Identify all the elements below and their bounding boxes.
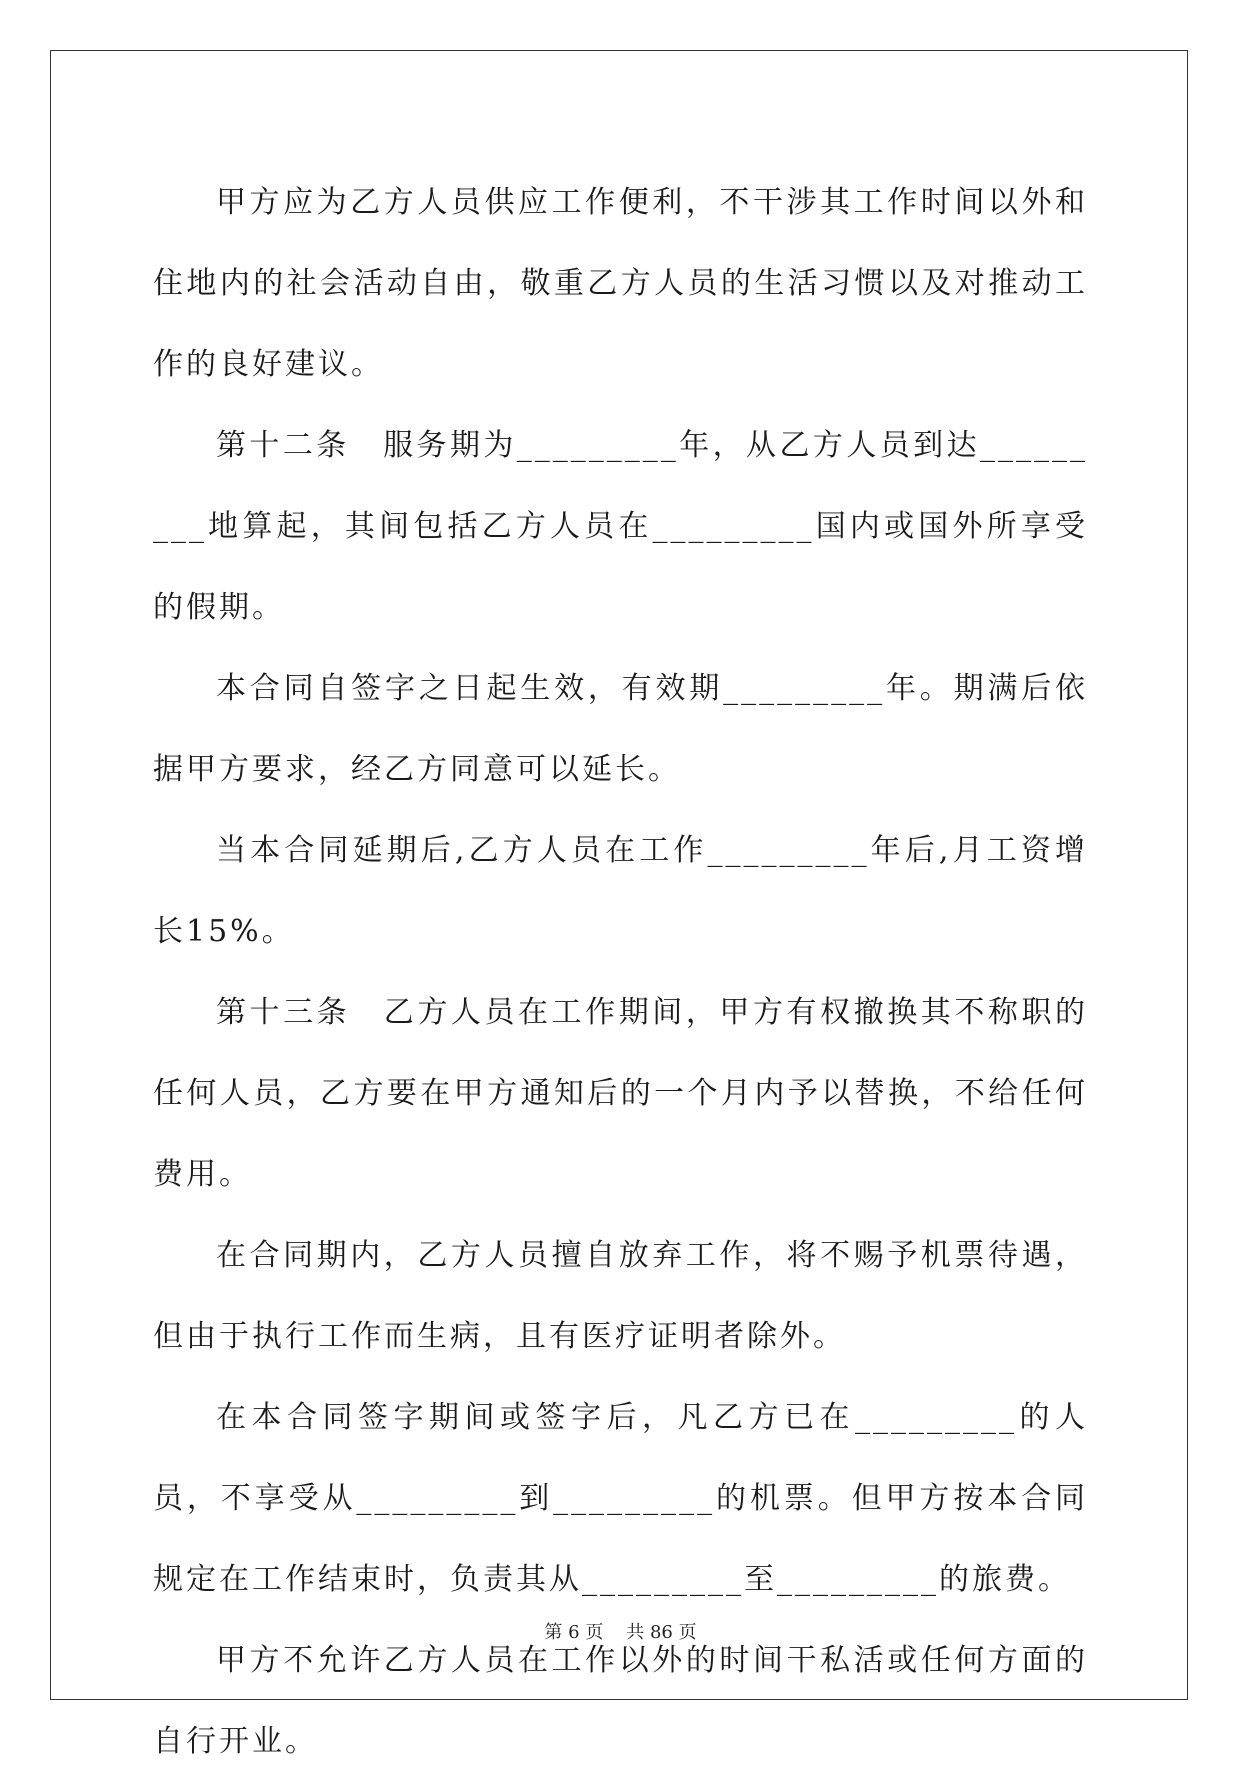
paragraph: 第十三条 乙方人员在工作期间，甲方有权撤换其不称职的任何人员，乙方要在甲方通知后的一个月内予以替换，不给任何费用。 [153, 995, 1088, 1192]
paragraph: 在合同期内，乙方人员擅自放弃工作，将不赐予机票待遇，但由于执行工作而生病，且有医疗证明者除外。 [153, 1238, 1088, 1354]
paragraph: 第十二条 服务期为_________年，从乙方人员到达_________地算起，其间包括乙方人员在_________国内或国外所享受的假期。 [153, 428, 1088, 625]
paragraph: 在本合同签字期间或签字后，凡乙方已在_________的人员，不享受从_________到_________的机票。但甲方按本合同规定在工作结束时，负责其从_________至_________的旅费。 [153, 1400, 1088, 1597]
paragraph: 当本合同延期后,乙方人员在工作_________年后,月工资增长15%。 [153, 833, 1088, 949]
paragraph: 甲方应为乙方人员供应工作便利，不干涉其工作时间以外和住地内的社会活动自由，敬重乙方人员的生活习惯以及对推动工作的良好建议。 [153, 185, 1088, 382]
paragraph: 本合同自签字之日起生效，有效期_________年。期满后依据甲方要求，经乙方同意可以延长。 [153, 671, 1088, 787]
total-pages: 共 86 页 [626, 1622, 697, 1643]
page-footer [0, 1618, 1241, 1644]
paragraph: 甲方不允许乙方人员在工作以外的时间干私活或任何方面的自行开业。 [153, 1643, 1088, 1759]
page-number: 第 6 页 [544, 1622, 604, 1643]
document-body [153, 162, 1088, 1782]
